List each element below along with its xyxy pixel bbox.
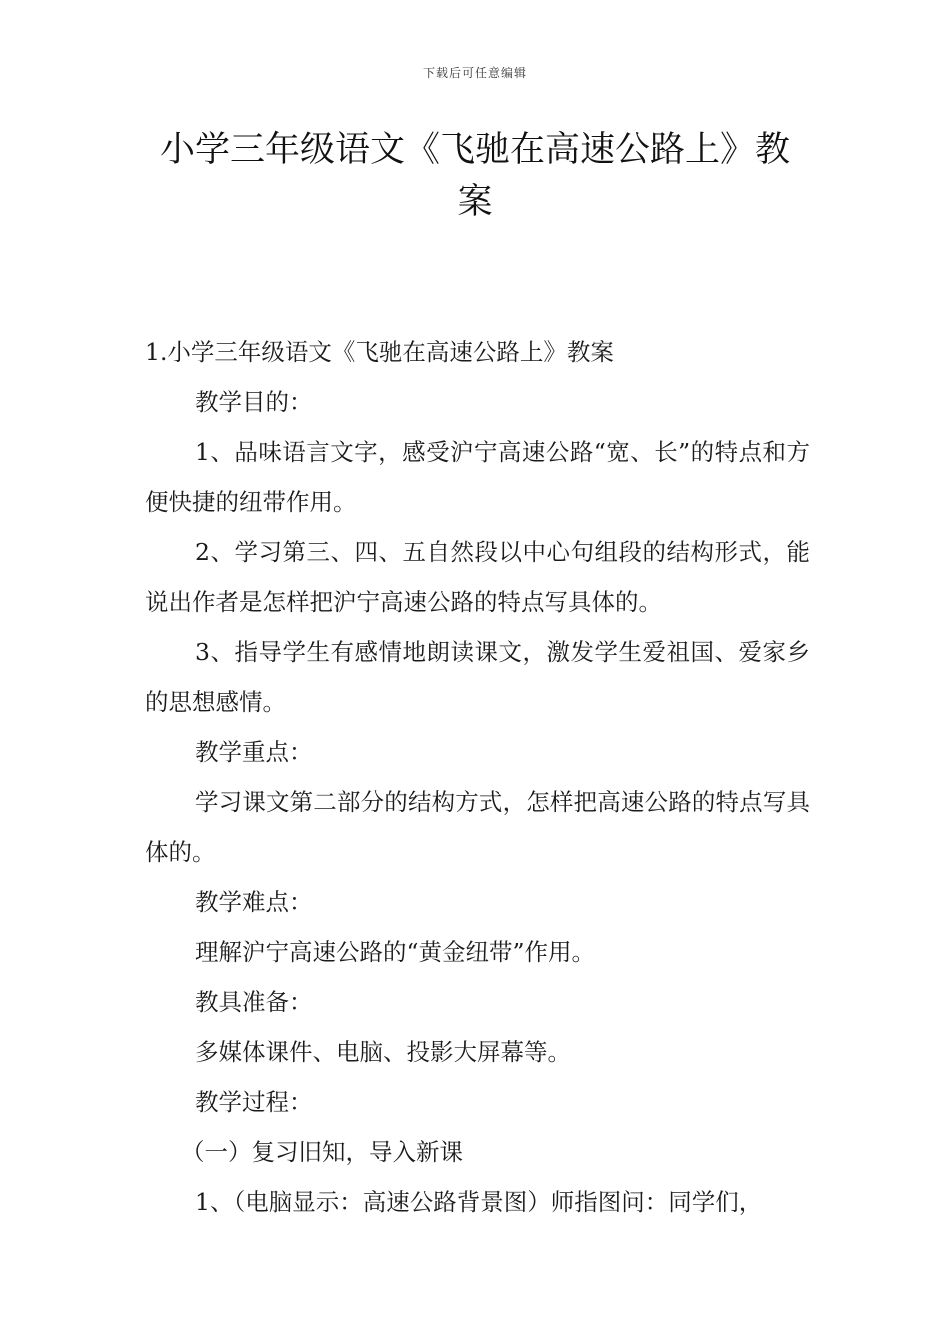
page-header-note: 下载后可任意编辑 xyxy=(422,66,527,80)
paragraph: 教学目的： xyxy=(195,388,313,416)
document-title: 小学三年级语文《飞驰在高速公路上》教案 xyxy=(159,130,790,222)
paragraph: 1、（电脑显示：高速公路背景图）师指图问：同学们， xyxy=(195,1188,763,1216)
paragraph: 学习课文第二部分的结构方式，怎样把高速公路的特点写具体的。 xyxy=(145,788,810,866)
paragraph: 1、品味语言文字，感受沪宁高速公路“宽、长”的特点和方便快捷的纽带作用。 xyxy=(145,438,810,516)
paragraph: 2、学习第三、四、五自然段以中心句组段的结构形式，能说出作者是怎样把沪宁高速公路的特点写具体的。 xyxy=(145,538,810,616)
paragraph: 教学重点： xyxy=(195,738,313,766)
paragraph: 教具准备： xyxy=(195,988,313,1016)
document-body xyxy=(145,327,810,1227)
paragraph: （一）复习旧知，导入新课 xyxy=(181,1138,463,1166)
paragraph: 多媒体课件、电脑、投影大屏幕等。 xyxy=(195,1038,571,1066)
paragraph: 理解沪宁高速公路的“黄金纽带”作用。 xyxy=(195,938,596,966)
paragraph: 3、指导学生有感情地朗读课文，激发学生爱祖国、爱家乡的思想感情。 xyxy=(145,638,810,716)
paragraph-heading: 1.小学三年级语文《飞驰在高速公路上》教案 xyxy=(145,338,614,366)
paragraph: 教学难点： xyxy=(195,888,313,916)
paragraph: 教学过程： xyxy=(195,1088,313,1116)
